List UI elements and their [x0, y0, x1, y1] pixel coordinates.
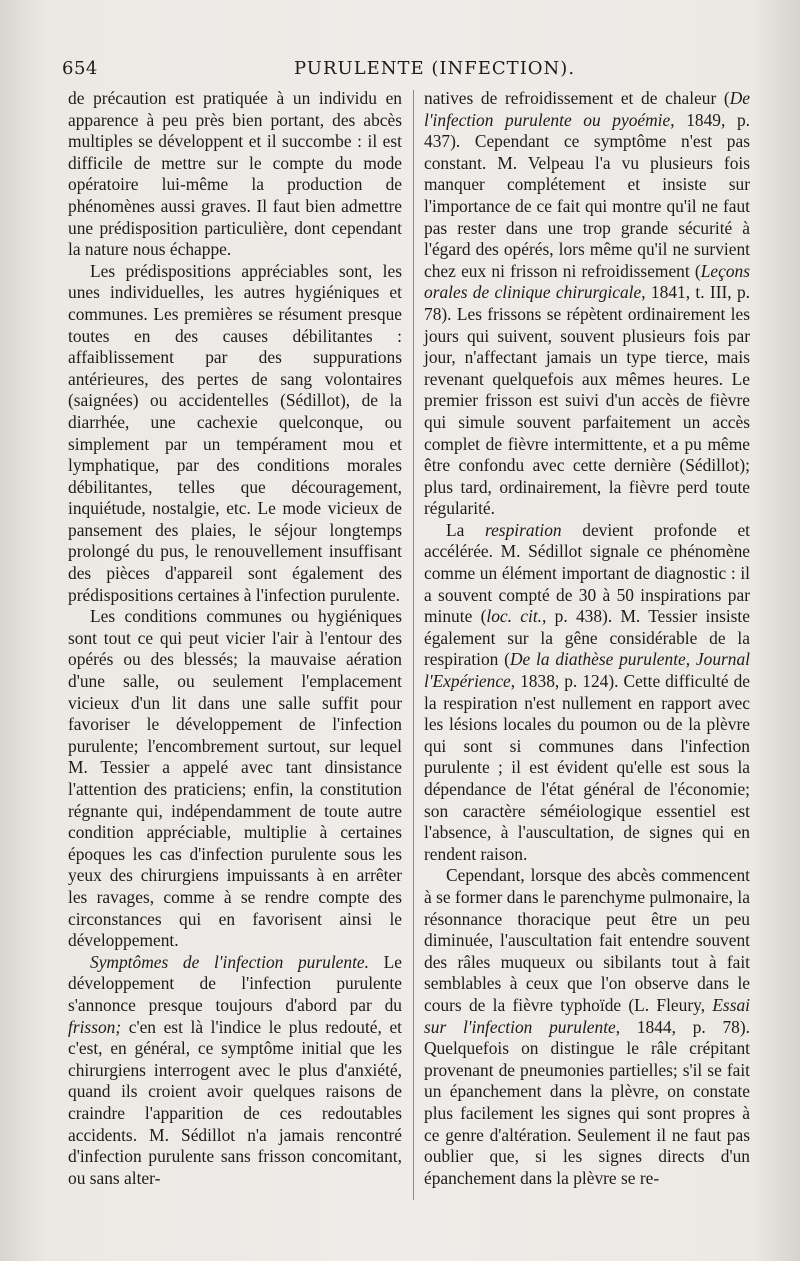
- text-run: Le développement de l'infection purulente s'annonce presque toujours d'abord par du: [68, 951, 402, 1015]
- section-heading: Symptômes de l'infection purulente.: [90, 951, 369, 972]
- text-run: Cependant, lorsque des abcès commencent à se former dans le parenchyme pulmonaire, la résonnance thoracique peut être un peu diminuée, l'auscultation fait entendre souvent des râles muqueux ou sibilants tout à fait semblables à ceux que l'on observe dans le cours de la fièvre typhoïde (L. Fleury,: [424, 865, 750, 1015]
- running-title: PURULENTE (INFECTION).: [294, 58, 576, 79]
- paragraph: de précaution est pratiquée à un individu en apparence à peu près bien portant, des abcès multiples se développent et il succombe : il est difficile de mettre sur le compte du mode opératoire lui-même la production de phénomènes aussi graves. Il faut bien admettre une prédisposition particulière, dont cependant la nature nous échappe.: [68, 88, 402, 260]
- text-run: natives de refroidissement et de chaleur (: [424, 88, 730, 108]
- column-divider: [413, 90, 414, 1200]
- paragraph: [424, 88, 750, 520]
- text-run: , 1844, p. 78). Quelquefois on distingue le râle crépitant provenant de pneumonies partielles; s'il se fait un épanchement dans la plèvre, on constate plus facilement les signes qui sont propres à ce genre d'altération. Seulement il ne faut pas oublier que, si les signes directs d'un épanchement dans la plèvre se re-: [424, 1016, 750, 1188]
- text-run: c'en est là l'indice le plus redouté, et c'est, en général, ce symptôme initial que les chirurgiens interrogent avec le plus d'anxiété, quand ils croient avoir quelques raisons de craindre l'apparition de ces redoutables accidents. M. Sédillot n'a jamais rencontré d'infection purulente sans frisson concomitant, ou sans alter-: [68, 1016, 402, 1188]
- left-column: [68, 88, 402, 1189]
- right-column: [424, 88, 750, 1189]
- text-run: devient profonde et accélérée. M. Sédillot signale ce phénomène comme un élément important de diagnostic : il a souvent compté de 30 à 50 inspirations par minute (: [424, 519, 750, 627]
- text-run: , 1838, p. 124). Cette difficulté de la respiration n'est nullement en rapport avec les lésions locales du poumon ou de la plèvre qui sont si communes dans l'infection purulente ; il est évident qu'elle est sous la dépendance de l'état général de l'économie; son caractère séméiologique essentiel est l'absence, à l'auscultation, de signes qui en rendent raison.: [424, 671, 750, 864]
- paragraph-symptoms: [68, 952, 402, 1190]
- citation: De l'infection purulente ou pyoémie: [424, 88, 750, 130]
- emphasis: respiration: [484, 519, 562, 540]
- citation: Essai sur l'infection purulente: [424, 994, 750, 1037]
- paragraph: Les prédispositions appréciables sont, les unes individuelles, les autres hygiéniques et communes. Les premières se résument presque toutes en des causes débilitantes : affaiblissement par des suppurations antérieures, des pertes de sang volontaires (saignées) ou accidentelles (Sédillot), de la diarrhée, une cachexie quelconque, ou simplement par un tempérament mou et lymphatique, par des conditions morales débilitantes, telles que découragement, inquiétude, nostalgie, etc. Le mode vicieux de pansement des plaies, le séjour longtemps prolongé du pus, le renouvellement insuffisant des pièces d'appareil sont également des prédispositions certaines à l'infection purulente.: [68, 260, 402, 605]
- text-run: , 1849, p. 437). Cependant ce symptôme n'est pas constant. M. Velpeau l'a vu plusieurs fois manquer complétement et insiste sur l'importance de ce fait qui montre qu'il ne faut pas rester dans une trop grande sécurité à l'égard des opérés, lors même qu'il ne survient chez eux ni frisson ni refroidissement (: [424, 109, 750, 281]
- citation: De la diathèse purulente, Journal l'Expérience: [424, 649, 751, 692]
- text-run: , 1841, t. III, p. 78). Les frissons se répètent ordinairement les jours qui suivent, souvent plusieurs fois par jour, n'affectant jamais un type tierce, mais revenant quelquefois aux mêmes heures. Le premier frisson est suivi d'un accès de fièvre qui simule souvent parfaitement un accès complet de fièvre intermittente, et a pu même être confondu avec cette dernière (Sédillot); plus tard, ordinairement, la fièvre perd toute régularité.: [424, 282, 751, 519]
- text-run: , p. 438). M. Tessier insiste également sur la gêne considérable de la respiration (: [424, 606, 750, 670]
- text-run: La: [446, 519, 485, 540]
- citation: loc. cit.: [486, 606, 542, 627]
- running-header: [62, 58, 752, 86]
- emphasis: frisson;: [68, 1016, 122, 1037]
- paragraph: [424, 520, 750, 866]
- paragraph: Les conditions communes ou hygiéniques sont tout ce qui peut vicier l'air à l'entour des opérés ou des blessés; la mauvaise aération d'une salle, ou seulement l'emplacement vicieux d'un lit dans une salle suffit pour favoriser le développement de l'infection purulente; l'encombrement surtout, sur lequel M. Tessier a appelé avec tant dinsistance l'attention des praticiens; enfin, la constitution régnante qui, indépendamment de toute autre condition appréciable, multiplie à certaines époques les cas d'infection purulente sous les yeux des chirurgiens impuissants à en arrêter les ravages, comme à se rendre compte des circonstances qui en favorisent ainsi le développement.: [68, 606, 402, 951]
- paragraph: [424, 865, 750, 1189]
- page-number: 654: [62, 58, 98, 79]
- citation: Leçons orales de clinique chirurgicale: [424, 260, 750, 303]
